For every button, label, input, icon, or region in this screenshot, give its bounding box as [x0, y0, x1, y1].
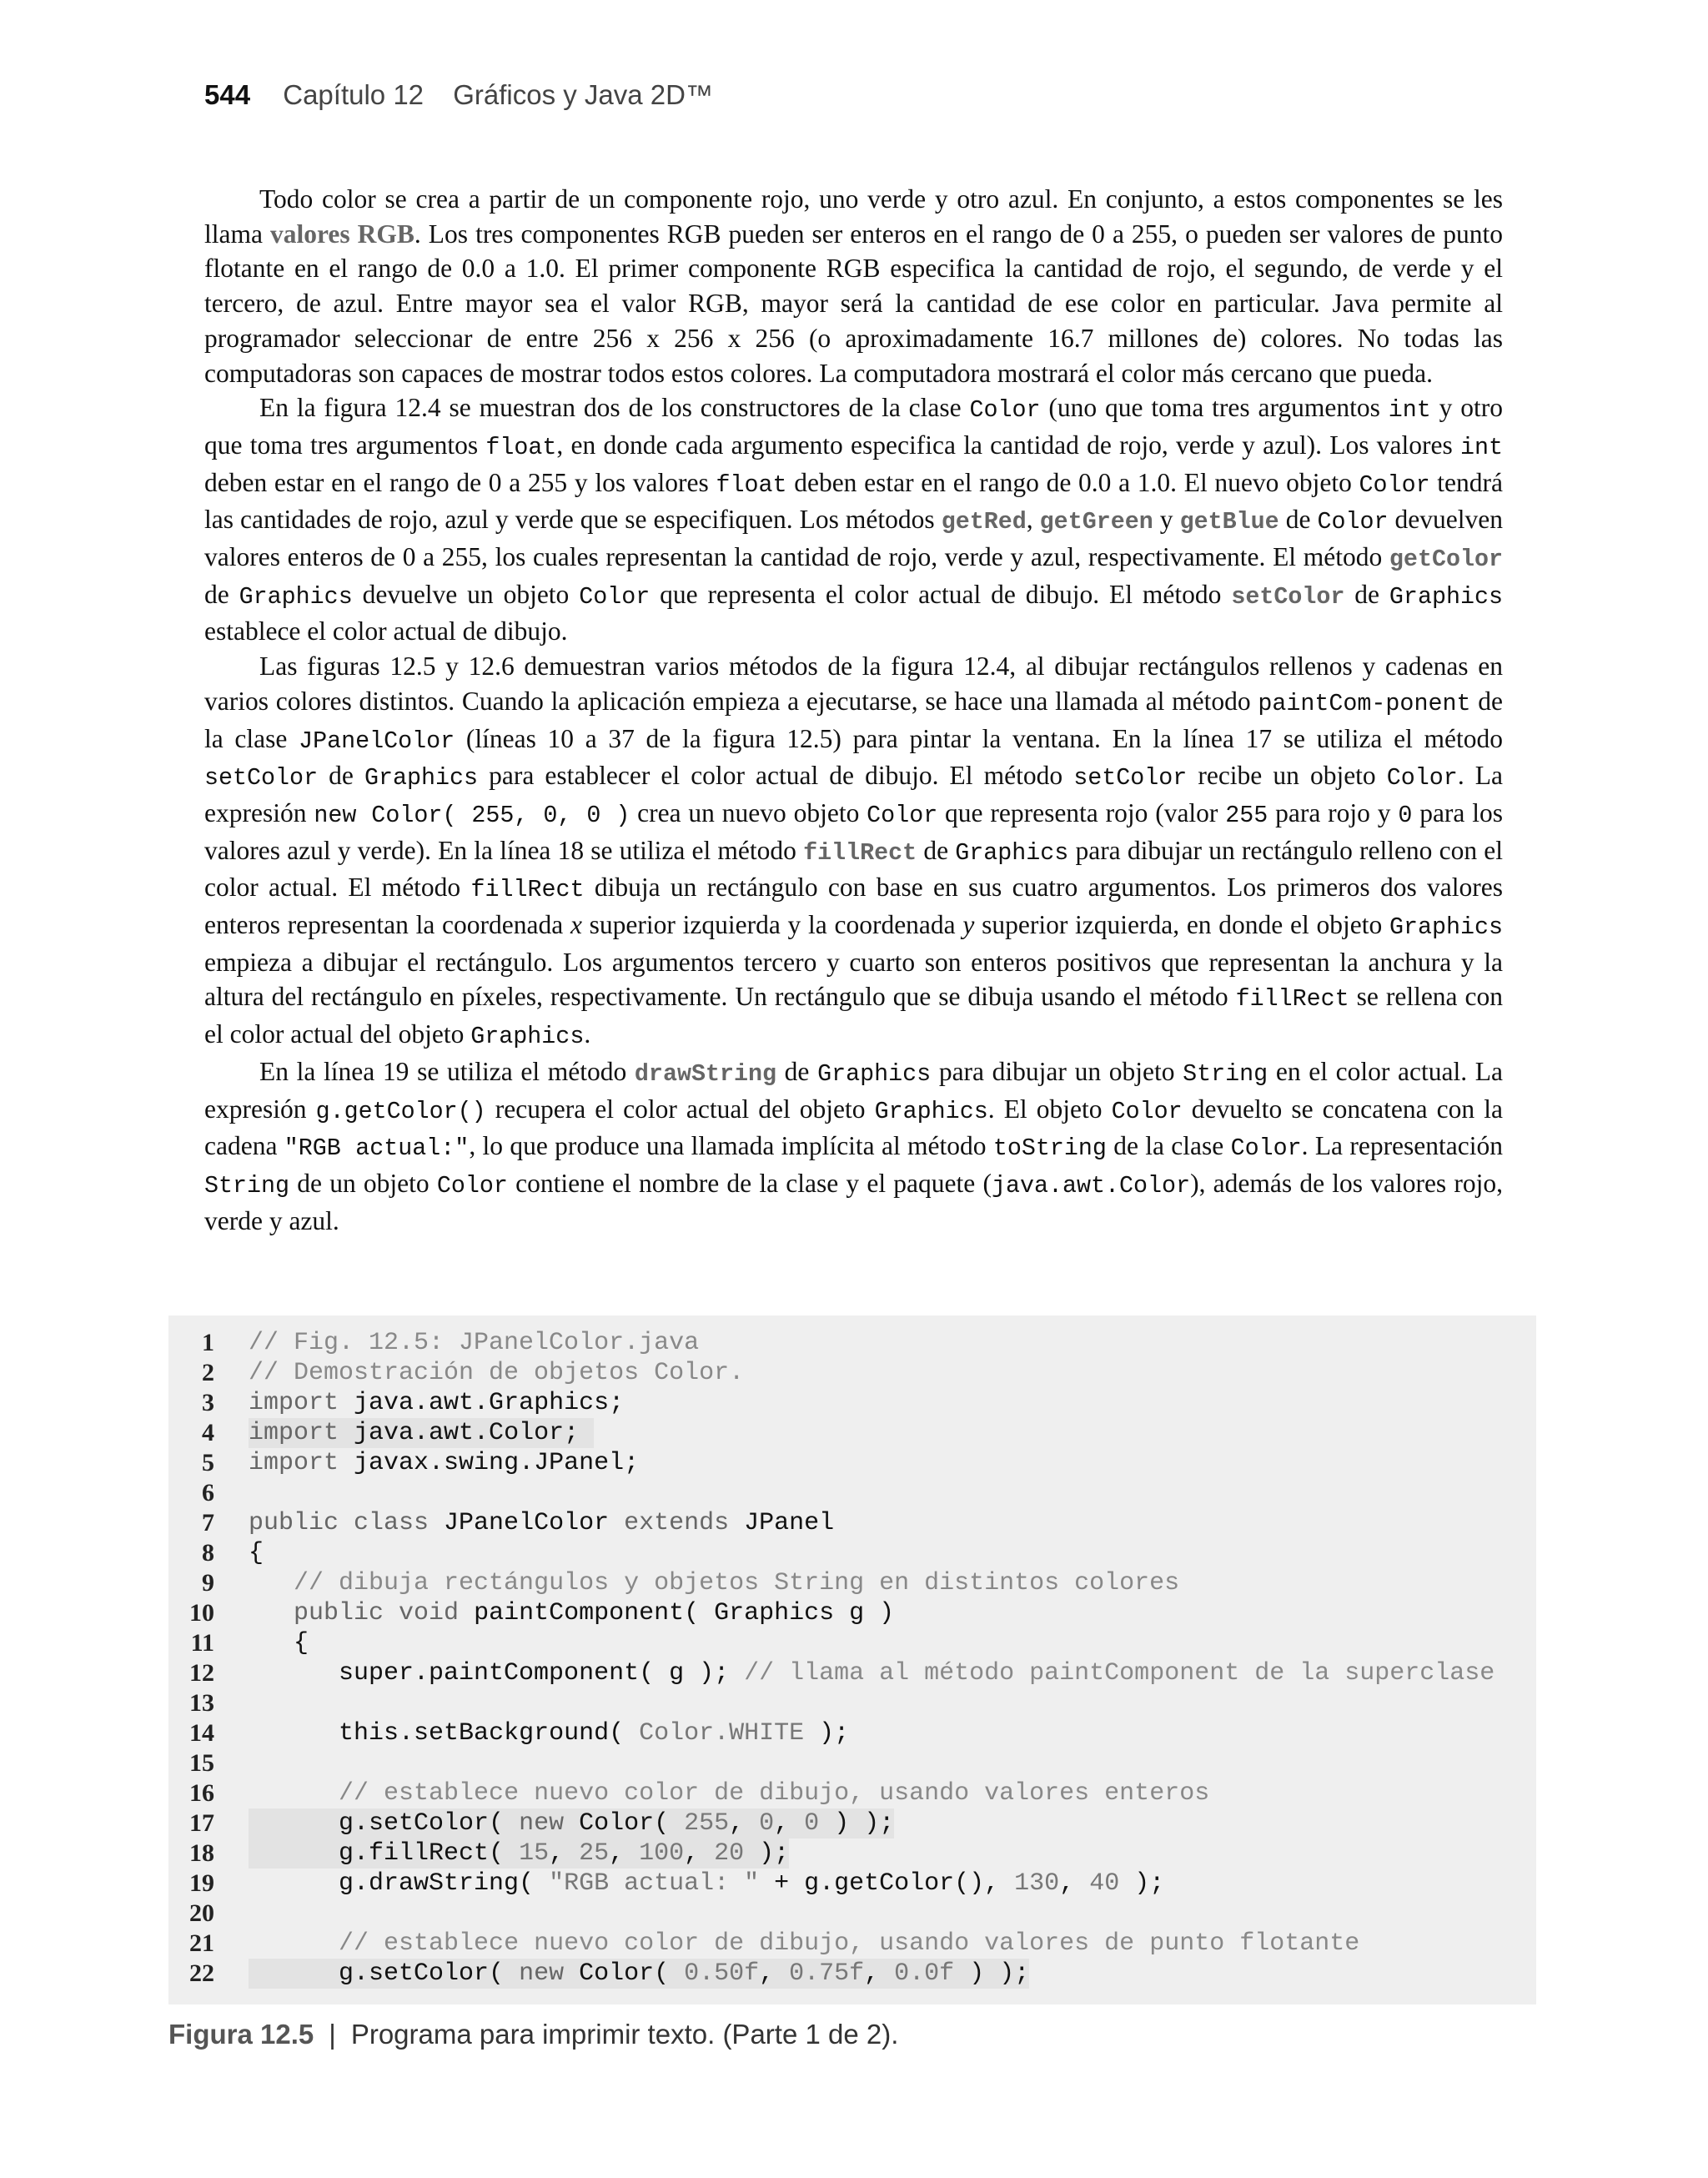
line-number: 20	[189, 1899, 214, 1927]
text: y otro que toma tres argumentos	[204, 393, 1503, 460]
code-term: Color	[579, 582, 651, 611]
code-line	[168, 1838, 1536, 1869]
code-text: + g.getColor(),	[759, 1869, 1015, 1898]
code-term: Color	[867, 801, 938, 829]
code-term: Graphics	[817, 1059, 932, 1088]
code-line	[168, 1929, 1536, 1959]
code-keyword: import	[249, 1449, 339, 1477]
code-text: ,	[774, 1809, 805, 1838]
code-line	[168, 1658, 1536, 1688]
code-term: Graphics	[1389, 582, 1503, 611]
paragraph-1	[204, 182, 1503, 390]
code-text: );	[744, 1839, 790, 1868]
text: de un objeto	[289, 1168, 437, 1198]
code-term-bold: drawString	[634, 1059, 777, 1088]
code-term: Graphics	[239, 582, 353, 611]
text: de	[776, 1056, 818, 1086]
code-line	[168, 1688, 1536, 1718]
code-term: Color	[1386, 764, 1458, 792]
code-line	[168, 1448, 1536, 1478]
line-number: 18	[189, 1839, 214, 1867]
code-term: Graphics	[364, 764, 479, 792]
text: recibe un objeto	[1187, 761, 1387, 791]
code-line	[168, 1899, 1536, 1929]
text: de la clase	[204, 686, 1503, 753]
text: de	[318, 761, 364, 791]
code-keyword: import	[249, 1389, 339, 1417]
code-term: JPanelColor	[299, 727, 455, 755]
line-number: 17	[189, 1809, 214, 1837]
code-text: JPanelColor	[429, 1509, 625, 1537]
code-term: fillRect	[470, 876, 585, 904]
code-term-bold: getGreen	[1039, 508, 1153, 536]
code-literal: "RGB actual: "	[549, 1869, 760, 1898]
code-literal: 15	[519, 1839, 550, 1868]
text: se rellena con el color actual del objeto	[204, 982, 1503, 1049]
text: de la clase	[1106, 1131, 1231, 1161]
text: En la figura 12.4 se muestran dos de los constructores de la clase	[259, 393, 970, 423]
code-literal: 100	[639, 1839, 685, 1868]
code-text: {	[249, 1629, 309, 1657]
text: devuelve un objeto	[352, 579, 580, 609]
text: establece el color actual de dibujo.	[204, 616, 568, 646]
text: y	[1153, 505, 1180, 535]
code-line	[168, 1778, 1536, 1808]
code-term-bold: setColor	[1231, 582, 1345, 611]
code-literal: 0	[804, 1809, 820, 1838]
line-number: 8	[202, 1539, 214, 1567]
text: para establecer el color actual de dibujo. El método	[478, 761, 1074, 791]
line-number: 6	[202, 1479, 214, 1506]
text: devuelto se concatena con la cadena	[204, 1094, 1503, 1161]
body-text	[204, 182, 1503, 1238]
code-text: g.setColor(	[249, 1809, 520, 1838]
italic-x: x	[570, 910, 582, 940]
code-line	[168, 1718, 1536, 1748]
code-line	[168, 1748, 1536, 1778]
code-keyword: public class	[249, 1509, 430, 1537]
text: superior izquierda y la coordenada	[581, 910, 963, 940]
code-text: );	[804, 1719, 850, 1748]
code-text: java.awt.Graphics;	[339, 1389, 625, 1417]
code-text: ,	[549, 1839, 580, 1868]
text: recupera el color actual del objeto	[485, 1094, 875, 1124]
code-term-bold: getRed	[941, 508, 1027, 536]
code-text: ,	[729, 1809, 760, 1838]
chapter-title: Gráficos y Java 2D™	[453, 79, 713, 110]
code-term: String	[204, 1171, 290, 1200]
code-text: Color(	[564, 1959, 685, 1988]
text: . La expresión	[204, 761, 1503, 827]
figure-caption	[168, 2019, 898, 2050]
text: contiene el nombre de la clase y el paquete (	[507, 1168, 992, 1198]
code-term: Color	[1317, 508, 1389, 536]
line-number: 2	[202, 1359, 214, 1386]
code-literal: 25	[579, 1839, 610, 1868]
code-indent	[249, 1569, 294, 1597]
text: en el color actual. La expresión	[204, 1056, 1503, 1124]
italic-y: y	[962, 910, 975, 940]
text: . Los tres componentes RGB pueden ser enteros en el rango de 0 a 255, o pueden ser valores de punto flotante en el rango de 0.0 a 1.0. El primer componente RGB especifica la cantidad de rojo, el segundo, de verde y el tercero, de azul. Entre mayor sea el valor RGB, mayor será la cantidad de ese color en particular. Java permite al programador seleccionar de entre 256 x 256 x 256 (o aproximadamente 16.7 millones de) colores. No todas las computadoras son capaces de mostrar todos estos colores. La computadora mostrará el color más cercano que pueda.	[204, 219, 1504, 388]
code-term: Graphics	[1389, 913, 1504, 942]
text: ,	[1026, 505, 1040, 535]
text: .	[584, 1019, 591, 1049]
code-indent	[249, 1719, 339, 1748]
text: Todo color se crea a partir de un componente rojo, uno verde y otro azul. En conjunto, a estos componentes se les llama	[204, 184, 1503, 249]
code-text: g.fillRect(	[249, 1839, 520, 1868]
code-term: float	[485, 433, 557, 461]
code-term: setColor	[1073, 764, 1188, 792]
text: de	[204, 579, 239, 609]
line-number: 22	[189, 1959, 214, 1987]
line-number: 14	[189, 1719, 214, 1747]
text: superior izquierda, en donde el objeto	[974, 910, 1389, 940]
code-line	[168, 1358, 1536, 1388]
code-line	[168, 1418, 1536, 1448]
code-comment: // Demostración de objetos Color.	[249, 1359, 745, 1387]
code-term: Graphics	[470, 1023, 585, 1051]
line-number: 11	[190, 1629, 214, 1657]
code-literal: Color.WHITE	[639, 1719, 805, 1748]
line-number: 9	[202, 1569, 214, 1597]
page-number: 544	[204, 79, 251, 110]
text: . La representación	[1301, 1131, 1503, 1161]
code-text: g.drawString(	[249, 1869, 550, 1898]
code-term: new Color( 255, 0, 0 )	[314, 801, 630, 829]
code-text: {	[249, 1539, 264, 1567]
text: (líneas 10 a 37 de la figura 12.5) para pintar la ventana. En la línea 17 se utiliza el método	[455, 723, 1503, 753]
code-text: java.awt.Color;	[339, 1419, 580, 1447]
code-text: Color(	[564, 1809, 685, 1838]
line-number: 7	[202, 1509, 214, 1537]
code-term: Graphics	[955, 838, 1069, 867]
line-number: 1	[202, 1329, 214, 1356]
text: deben estar en el rango de 0 a 255 y los valores	[204, 467, 716, 497]
code-text: paintComponent( Graphics g )	[459, 1599, 895, 1627]
text: (uno que toma tres argumentos	[1040, 393, 1389, 423]
code-term: float	[716, 470, 787, 499]
code-comment: // establece nuevo color de dibujo, usando valores de punto flotante	[339, 1929, 1360, 1958]
code-text: .setBackground(	[399, 1719, 640, 1748]
code-term: int	[1388, 396, 1431, 425]
code-listing	[168, 1315, 1536, 2004]
code-term: toString	[992, 1134, 1107, 1163]
code-indent	[249, 1779, 339, 1808]
text: devuelven valores enteros de 0 a 255, los cuales representan la cantidad de rojo, verde y azul, respectivamente. El método	[204, 505, 1503, 572]
code-term: Color	[1230, 1134, 1302, 1163]
code-term-bold: getColor	[1389, 546, 1503, 574]
text: deben estar en el rango de 0.0 a 1.0. El nuevo objeto	[786, 467, 1359, 497]
code-keyword: new	[519, 1809, 565, 1838]
text: empieza a dibujar el rectángulo. Los argumentos tercero y cuarto son enteros positivos que representan la anchura y la altura del rectángulo en píxeles, respectivamente. Un rectángulo que se dibuja usando el método	[204, 947, 1503, 1012]
paragraph-2	[204, 390, 1503, 649]
line-number: 3	[202, 1389, 214, 1416]
text: que representa rojo (valor	[937, 797, 1226, 827]
figure-label: Figura 12.5	[168, 2019, 314, 2050]
code-term: 0	[1398, 801, 1413, 829]
code-line	[168, 1598, 1536, 1628]
code-term: Graphics	[874, 1097, 988, 1125]
code-line	[168, 1388, 1536, 1418]
code-text: JPanel	[729, 1509, 835, 1537]
text: de	[1278, 505, 1318, 535]
code-term-bold: fillRect	[803, 838, 917, 867]
running-head	[204, 79, 713, 121]
code-line	[168, 1628, 1536, 1658]
code-term: paintCom-ponent	[1258, 689, 1471, 717]
code-literal: 20	[714, 1839, 745, 1868]
code-term-bold: getBlue	[1179, 508, 1279, 536]
text: . El objeto	[987, 1094, 1112, 1124]
text: dibuja un rectángulo con base en sus cuatro argumentos. Los primeros dos valores enteros representan la coordenada	[204, 873, 1503, 940]
line-number: 4	[202, 1419, 214, 1446]
code-line	[168, 1568, 1536, 1598]
code-term: Color	[436, 1171, 508, 1200]
line-number: 12	[189, 1659, 214, 1687]
text: ), además de los valores rojo, verde y azul.	[204, 1168, 1504, 1235]
code-keyword: extends	[624, 1509, 730, 1537]
code-literal: 255	[684, 1809, 730, 1838]
code-indent	[249, 1599, 294, 1627]
text: de	[917, 835, 956, 865]
code-literal: 0.50f	[684, 1959, 760, 1988]
text: Las figuras 12.5 y 12.6 demuestran varios métodos de la figura 12.4, al dibujar rectángulos rellenos y cadenas en varios colores distintos. Cuando la aplicación empieza a ejecutarse, se hace una llamada al método	[204, 651, 1503, 716]
code-term: "RGB actual:"	[284, 1134, 470, 1163]
code-line	[168, 1538, 1536, 1568]
text: para los valores azul y verde). En la línea 18 se utiliza el método	[204, 797, 1503, 865]
line-number: 19	[189, 1869, 214, 1897]
line-number: 15	[189, 1749, 214, 1777]
code-text: super.paintComponent( g );	[249, 1659, 745, 1688]
line-number: 21	[189, 1929, 214, 1957]
code-term: setColor	[204, 764, 319, 792]
code-term: String	[1183, 1059, 1268, 1088]
code-text: g.setColor(	[249, 1959, 520, 1988]
code-text: );	[1119, 1869, 1165, 1898]
code-line	[168, 1959, 1536, 1989]
caption-separator: |	[329, 2019, 336, 2050]
term-valores-rgb: valores RGB	[269, 219, 414, 249]
paragraph-3	[204, 649, 1503, 1054]
text: tendrá las cantidades de rojo, azul y verde que se especifiquen. Los métodos	[204, 467, 1503, 535]
code-term: Color	[1111, 1097, 1183, 1125]
code-line	[168, 1869, 1536, 1899]
code-literal: 40	[1089, 1869, 1120, 1898]
code-text: ,	[1059, 1869, 1090, 1898]
code-text: this	[339, 1719, 399, 1748]
line-number: 10	[189, 1599, 214, 1627]
code-comment: // llama al método paintComponent de la superclase	[744, 1659, 1495, 1688]
code-literal: 130	[1014, 1869, 1060, 1898]
code-literal: 0.0f	[894, 1959, 955, 1988]
code-text: ,	[609, 1839, 640, 1868]
paragraph-4	[204, 1054, 1503, 1239]
code-comment: // Fig. 12.5: JPanelColor.java	[249, 1329, 700, 1357]
code-line	[168, 1328, 1536, 1358]
code-term: g.getColor()	[315, 1097, 486, 1125]
code-term: 255	[1225, 801, 1268, 829]
code-keyword: import	[249, 1419, 339, 1447]
code-literal: 0	[759, 1809, 775, 1838]
code-text: ,	[684, 1839, 715, 1868]
code-text: javax.swing.JPanel;	[339, 1449, 640, 1477]
text: que representa el color actual de dibujo. El método	[650, 579, 1232, 609]
code-text: ) );	[954, 1959, 1030, 1988]
caption-text: Programa para imprimir texto. (Parte 1 de 2).	[350, 2019, 899, 2050]
line-number: 13	[189, 1689, 214, 1717]
text: para dibujar un rectángulo relleno con el color actual. El método	[204, 835, 1503, 903]
code-term: java.awt.Color	[991, 1171, 1191, 1200]
code-keyword: new	[519, 1959, 565, 1988]
code-keyword: public void	[294, 1599, 460, 1627]
code-text: ,	[759, 1959, 790, 1988]
line-number: 16	[189, 1779, 214, 1807]
code-term: fillRect	[1235, 985, 1349, 1014]
code-line	[168, 1478, 1536, 1508]
code-indent	[249, 1929, 339, 1958]
text: En la línea 19 se utiliza el método	[259, 1056, 635, 1086]
code-term: int	[1459, 433, 1503, 461]
chapter-label: Capítulo 12	[283, 79, 424, 110]
code-term: Color	[1359, 470, 1430, 499]
code-line	[168, 1508, 1536, 1538]
line-number: 5	[202, 1449, 214, 1476]
code-comment: // dibuja rectángulos y objetos String en distintos colores	[294, 1569, 1180, 1597]
text: crea un nuevo objeto	[630, 797, 867, 827]
text: para dibujar un objeto	[931, 1056, 1183, 1086]
code-line	[168, 1808, 1536, 1838]
code-text: ) );	[819, 1809, 895, 1838]
code-term: Color	[969, 396, 1041, 425]
code-text: ,	[864, 1959, 895, 1988]
code-comment: // establece nuevo color de dibujo, usando valores enteros	[339, 1779, 1210, 1808]
text: , lo que produce una llamada implícita al método	[469, 1131, 993, 1161]
text: , en donde cada argumento especifica la cantidad de rojo, verde y azul). Los valores	[556, 430, 1460, 460]
text: de	[1344, 579, 1389, 609]
code-literal: 0.75f	[789, 1959, 865, 1988]
text: para rojo y	[1268, 797, 1399, 827]
